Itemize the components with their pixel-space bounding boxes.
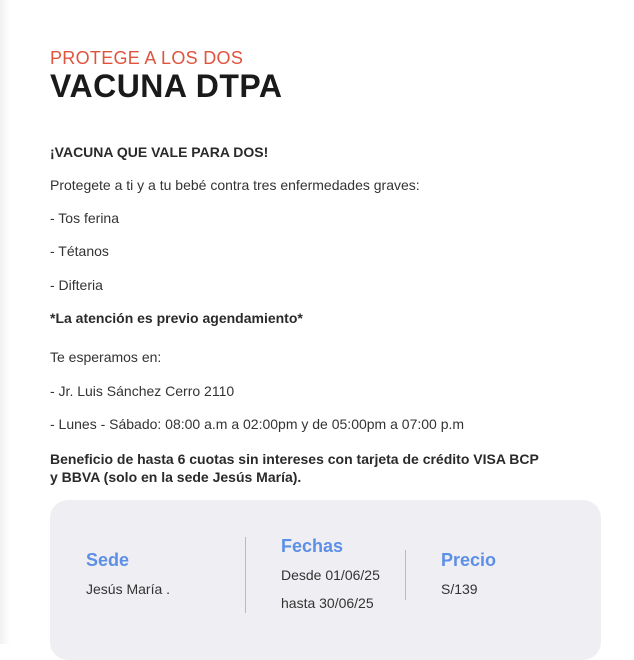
intro-text: Protegete a ti y a tu bebé contra tres enfermedades graves: xyxy=(50,177,420,193)
eyebrow-label: PROTEGE A LOS DOS xyxy=(50,48,244,68)
fechas-to: hasta 30/06/25 xyxy=(281,595,374,611)
card-divider xyxy=(405,550,406,600)
disease-item: - Difteria xyxy=(50,277,103,293)
sede-label: Sede xyxy=(86,550,130,570)
precio-value: S/139 xyxy=(441,581,478,597)
fechas-label: Fechas xyxy=(281,536,344,556)
disease-item: - Tos ferina xyxy=(50,210,119,226)
page-edge-shadow xyxy=(0,0,10,644)
sede-value: Jesús María . xyxy=(86,581,171,597)
precio-label: Precio xyxy=(441,550,497,570)
headline-text: ¡VACUNA QUE VALE PARA DOS! xyxy=(50,144,269,160)
schedule-text: - Lunes - Sábado: 08:00 a.m a 02:00pm y de 05:00pm a 07:00 p.m xyxy=(50,416,465,432)
info-card xyxy=(50,500,601,660)
location-intro: Te esperamos en: xyxy=(50,349,162,365)
card-divider xyxy=(245,537,246,613)
benefit-text: Beneficio de hasta 6 cuotas sin intereses con tarjeta de crédito VISA BCP y BBVA (solo en la sede Jesús María). xyxy=(50,451,539,485)
appointment-note: *La atención es previo agendamiento* xyxy=(50,310,303,326)
fechas-from: Desde 01/06/25 xyxy=(281,567,380,583)
disease-item: - Tétanos xyxy=(50,243,109,259)
page-title: VACUNA DTPA xyxy=(50,68,283,104)
address-text: - Jr. Luis Sánchez Cerro 2110 xyxy=(50,383,235,399)
